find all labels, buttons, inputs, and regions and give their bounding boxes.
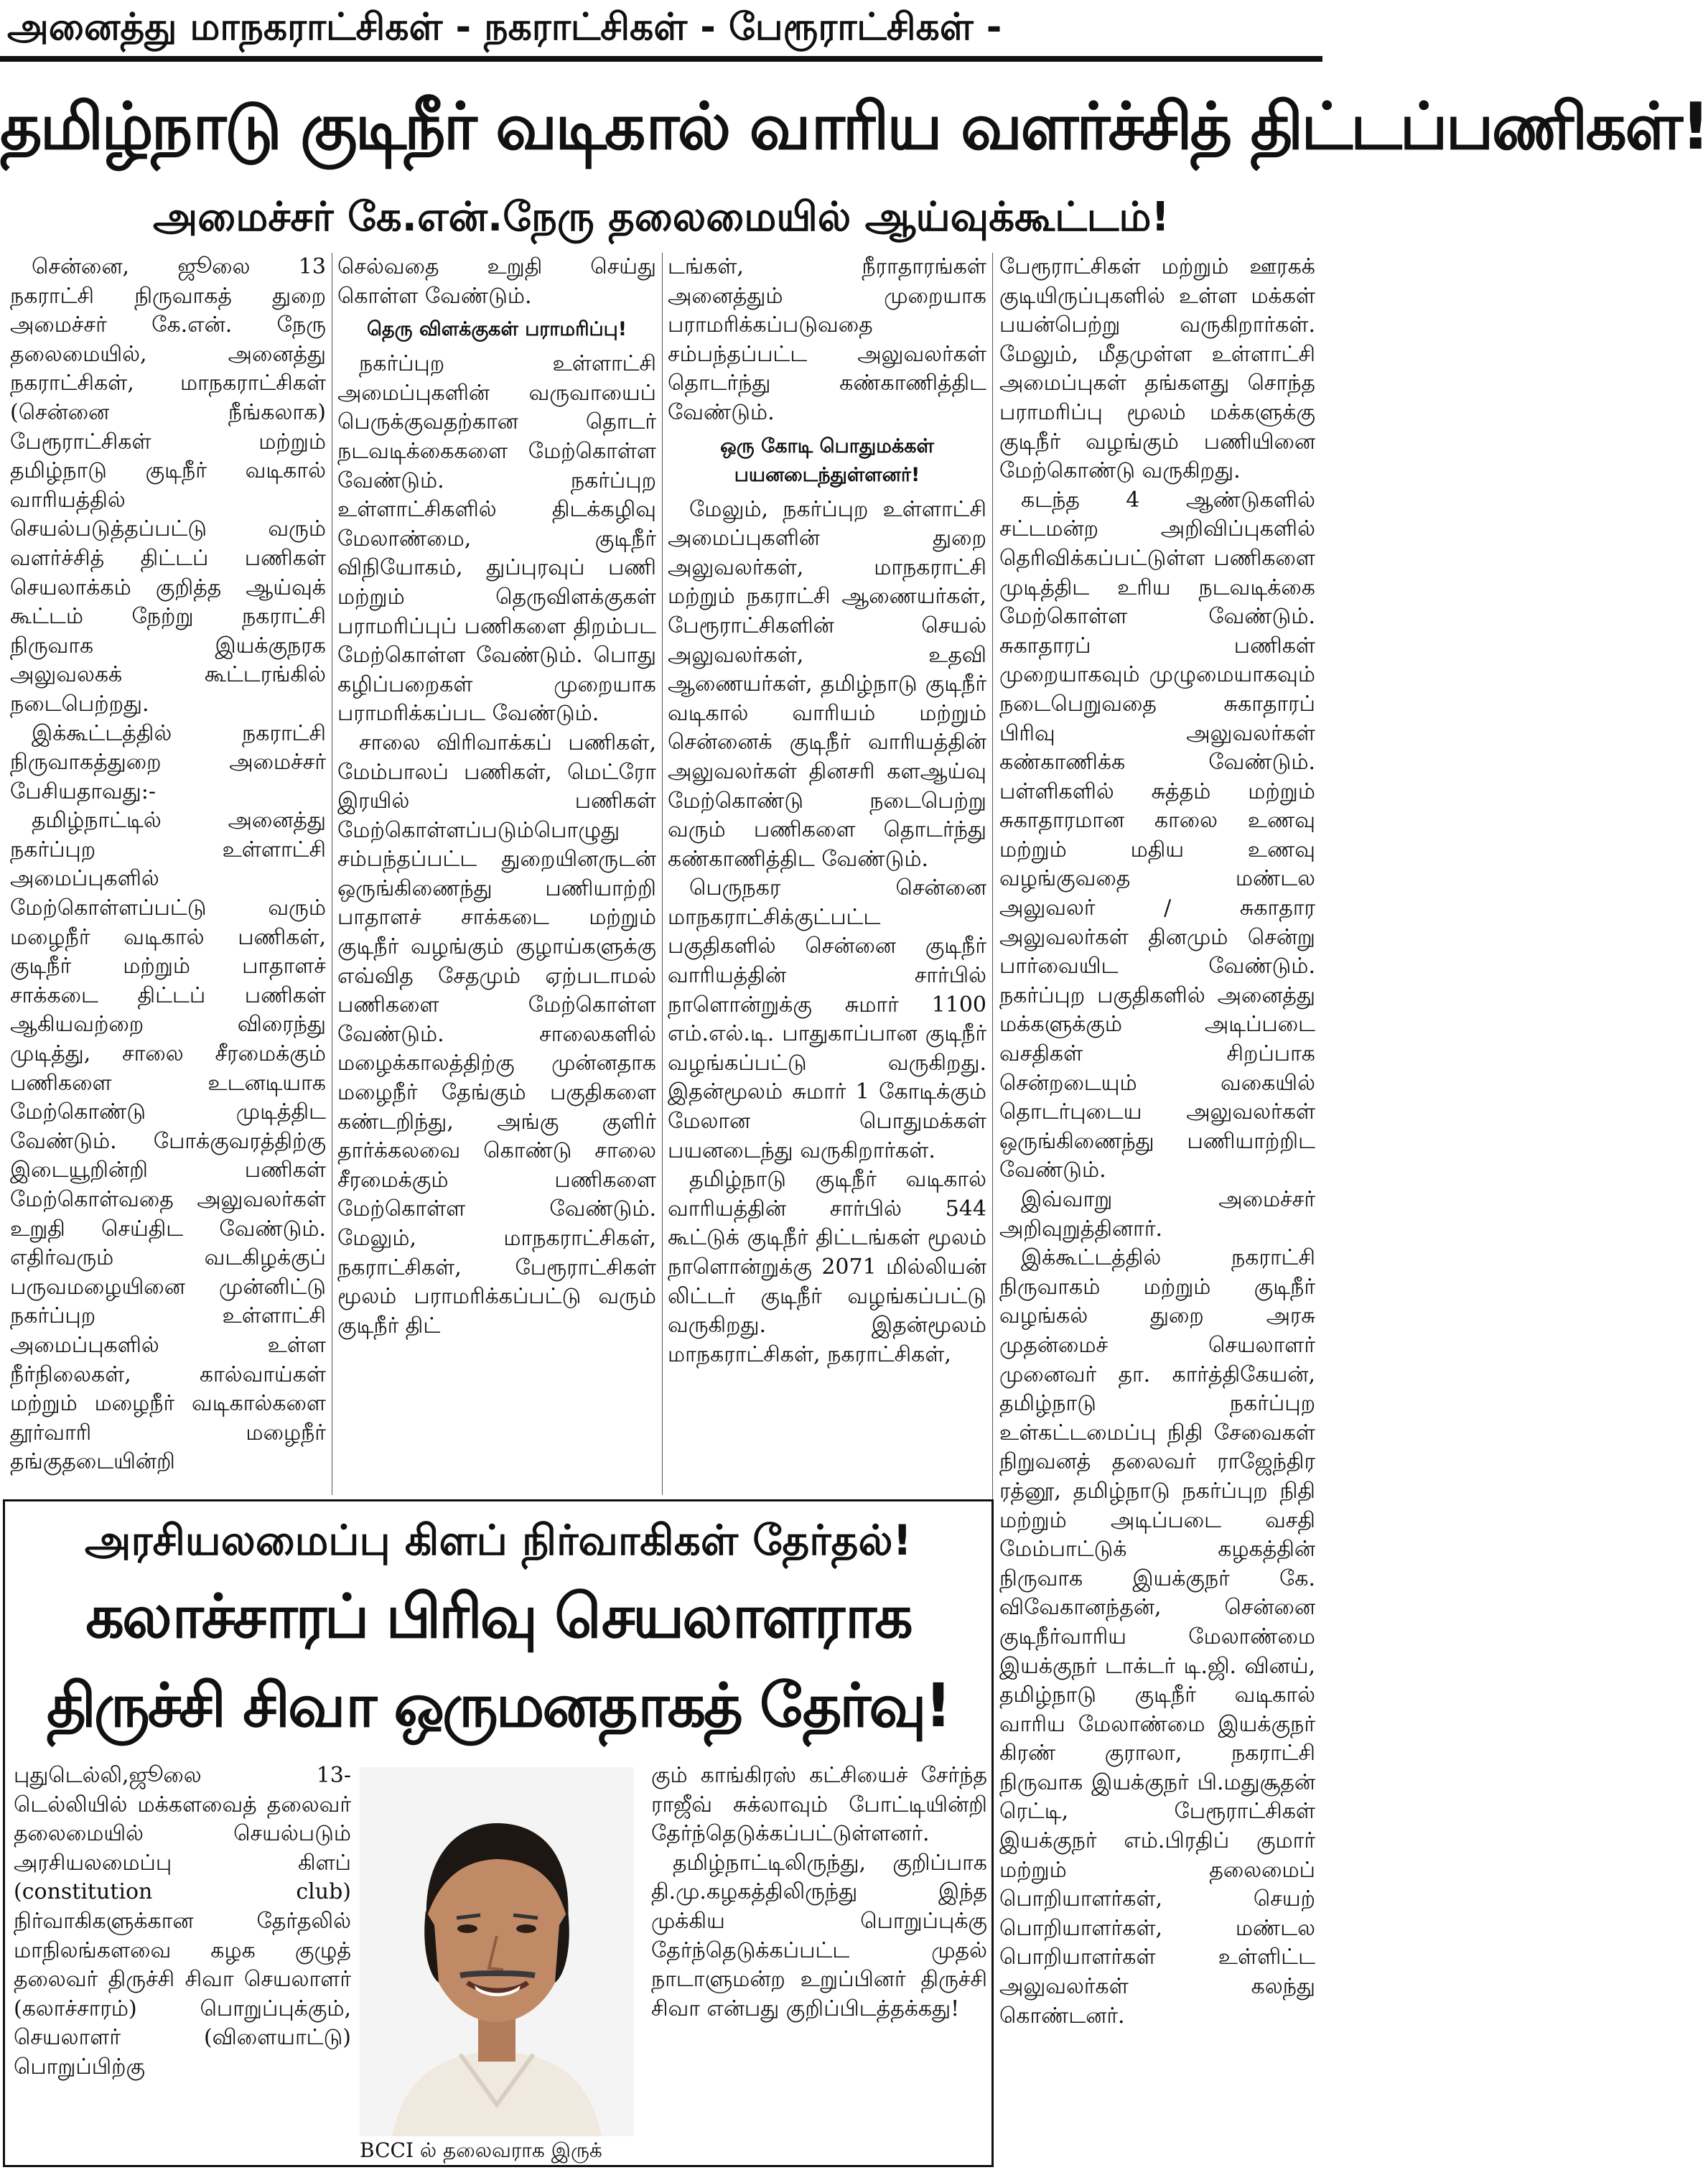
article-paragraph: புதுடெல்லி,ஜூலை 13- டெல்லியில் மக்களவைத் தலைவர் தலைமையில் செயல்படும் அரசியலமைப்பு கிளப் (constitution club) நிர்வாகிகளுக்கான தேர்தலில் மாநிலங்களவை கழக குழுத் தலைவர் திருச்சி சிவா செயலாளர் (கலாச்சாரம்) பொறுப்புக்கும், செயலாளர் (விளையாட்டு) பொறுப்பிற்கு — [14, 1763, 351, 2080]
article-column-3 — [668, 253, 986, 1495]
article-column-1 — [10, 253, 326, 1495]
portrait-photo — [360, 1767, 634, 2162]
boxed-story-headline-line-1: கலாச்சாரப் பிரிவு செயலாளராக — [85, 1581, 911, 1652]
kicker-rule — [0, 56, 1322, 62]
boxed-story — [3, 1499, 994, 2167]
boxed-story-kicker: அரசியலமைப்பு கிளப் நிர்வாகிகள் தேர்தல்! — [85, 1516, 912, 1565]
article-paragraph: செல்வதை உறுதி செய்து கொள்ள வேண்டும். — [337, 254, 656, 309]
article-paragraph: கடந்த 4 ஆண்டுகளில் சட்டமன்ற அறிவிப்புகளில் தெரிவிக்கப்பட்டுள்ள பணிகளை முடித்திட உரிய நடவடிக்கை மேற்கொள்ள வேண்டும். சுகாதாரப் பணிகள் முறையாகவும் முழுமையாகவும் நடைபெறுவதை சுகாதாரப் பிரிவு அலுவலர்கள் கண்காணிக்க வேண்டும். பள்ளிகளில் சுத்தம் மற்றும் சுகாதாரமான காலை உணவு மற்றும் மதிய உணவு வழங்குவதை மண்டல அலுவலர் / சுகாதார அலுவலர்கள் தினமும் சென்று பார்வையிட வேண்டும். நகர்ப்புற பகுதிகளில் அனைத்து மக்களுக்கும் அடிப்படை வசதிகள் சிறப்பாக சென்றடையும் வகையில் தொடர்புடைய அலுவலர்கள் ஒருங்கிணைந்து பணியாற்றிட வேண்டும். — [999, 487, 1315, 1183]
boxed-story-headline-line-2: திருச்சி சிவா ஒருமனதாகத் தேர்வு! — [46, 1670, 951, 1741]
article-column-4 — [999, 253, 1315, 2164]
article-paragraph: தமிழ்நாடு குடிநீர் வடிகால் வாரியத்தின் சார்பில் 544 கூட்டுக் குடிநீர் திட்டங்கள் மூலம் நாளொன்றுக்கு 2071 மில்லியன் லிட்டர் குடிநீர் வழங்கப்பட்டு வருகிறது. இதன்மூலம் மாநகராட்சிகள், நகராட்சிகள், — [668, 1167, 986, 1367]
article-paragraph: இக்கூட்டத்தில் நகராட்சி நிருவாகத்துறை அமைச்சர் பேசியதாவது:- — [10, 720, 326, 804]
article-paragraph: டங்கள், நீராதாரங்கள் அனைத்தும் முறையாக பராமரிக்கப்படுவதை சம்பந்தப்பட்ட அலுவலர்கள் தொடர்ந்து கண்காணித்திட வேண்டும். — [668, 254, 986, 425]
article-paragraph: சென்னை, ஜூலை 13 நகராட்சி நிருவாகத் துறை அமைச்சர் கே.என். நேரு தலைமையில், அனைத்து நகராட்சிகள், மாநகராட்சிகள் (சென்னை நீங்கலாக) பேரூராட்சிகள் மற்றும் தமிழ்நாடு குடிநீர் வடிகால் வாரியத்தில் செயல்படுத்தப்பட்டு வரும் வளர்ச்சித் திட்டப் பணிகள் செயலாக்கம் குறித்த ஆய்வுக் கூட்டம் நேற்று நகராட்சி நிருவாக இயக்குநரக அலுவலகக் கூட்டரங்கில் நடைபெற்றது. — [10, 254, 326, 717]
kicker-strap: அனைத்து மாநகராட்சிகள் - நகராட்சிகள் - பேரூராட்சிகள் - — [7, 6, 1002, 49]
section-subheading: ஒரு கோடி பொதுமக்கள் பயனடைந்துள்ளனர்! — [720, 434, 934, 486]
article-paragraph: பெருநகர சென்னை மாநகராட்சிக்குட்பட்ட பகுதிகளில் சென்னை குடிநீர் வாரியத்தின் சார்பில் நாளொன்றுக்கு சுமார் 1100 எம்.எல்.டி. பாதுகாப்பான குடிநீர் வழங்கப்பட்டு வருகிறது. இதன்மூலம் சுமார் 1 கோடிக்கும் மேலான பொதுமக்கள் பயனடைந்து வருகிறார்கள். — [668, 875, 986, 1163]
article-paragraph: கும் காங்கிரஸ் கட்சியைச் சேர்ந்த ராஜீவ் சுக்லாவும் போட்டியின்றி தேர்ந்தெடுக்கப்பட்டுள்ளனர். — [651, 1763, 987, 1847]
section-subheading: தெரு விளக்குகள் பராமரிப்பு! — [366, 318, 627, 341]
photo-caption: BCCI ல் தலைவராக இருக் — [360, 2136, 634, 2165]
main-subheadline: அமைச்சர் கே.என்.நேரு தலைமையில் ஆய்வுக்கூட்டம்! — [153, 194, 1170, 241]
column-divider — [662, 253, 663, 1495]
boxed-story-column-3 — [651, 1761, 987, 2164]
main-headline: தமிழ்நாடு குடிநீர் வடிகால் வாரிய வளர்ச்சித் திட்டப்பணிகள்! — [0, 89, 1708, 164]
article-paragraph: தமிழ்நாட்டில் அனைத்து நகர்ப்புற உள்ளாட்சி அமைப்புகளில் மேற்கொள்ளப்பட்டு வரும் மழைநீர் வடிகால் பணிகள், குடிநீர் மற்றும் பாதாளச் சாக்கடை திட்டப் பணிகள் ஆகியவற்றை விரைந்து முடித்து, சாலை சீரமைக்கும் பணிகளை உடனடியாக மேற்கொண்டு முடித்திட வேண்டும். போக்குவரத்திற்கு இடையூறின்றி பணிகள் மேற்கொள்வதை அலுவலர்கள் உறுதி செய்திட வேண்டும். எதிர்வரும் வடகிழக்குப் பருவமழையினை முன்னிட்டு நகர்ப்புற உள்ளாட்சி அமைப்புகளில் உள்ள நீர்நிலைகள், கால்வாய்கள் மற்றும் மழைநீர் வடிகால்களை தூர்வாரி மழைநீர் தங்குதடையின்றி — [10, 808, 326, 1475]
article-paragraph: சாலை விரிவாக்கப் பணிகள், மேம்பாலப் பணிகள், மெட்ரோ இரயில் பணிகள் மேற்கொள்ளப்படும்பொழுது சம்பந்தப்பட்ட துறையினருடன் ஒருங்கிணைந்து பணியாற்றி பாதாளச் சாக்கடை மற்றும் குடிநீர் வழங்கும் குழாய்களுக்கு எவ்வித சேதமும் ஏற்படாமல் பணிகளை மேற்கொள்ள வேண்டும். சாலைகளில் மழைக்காலத்திற்கு முன்னதாக மழைநீர் தேங்கும் பகுதிகளை கண்டறிந்து, அங்கு குளிர் தார்க்கலவை கொண்டு சாலை சீரமைக்கும் பணிகளை மேற்கொள்ள வேண்டும். மேலும், மாநகராட்சிகள், நகராட்சிகள், பேரூராட்சிகள் மூலம் பராமரிக்கப்பட்டு வரும் குடிநீர் திட் — [337, 730, 656, 1338]
article-paragraph: நகர்ப்புற உள்ளாட்சி அமைப்புகளின் வருவாயைப் பெருக்குவதற்கான தொடர் நடவடிக்கைகளை மேற்கொள்ள வேண்டும். நகர்ப்புற உள்ளாட்சிகளில் திடக்கழிவு மேலாண்மை, குடிநீர் விநியோகம், துப்புரவுப் பணி மற்றும் தெருவிளக்குகள் பராமரிப்புப் பணிகளை திறம்பட மேற்கொள்ள வேண்டும். பொது கழிப்பறைகள் முறையாக பராமரிக்கப்பட வேண்டும். — [337, 351, 656, 727]
article-paragraph: இக்கூட்டத்தில் நகராட்சி நிருவாகம் மற்றும் குடிநீர் வழங்கல் துறை அரசு முதன்மைச் செயலாளர் முனைவர் தா. கார்த்திகேயன், தமிழ்நாடு நகர்ப்புற உள்கட்டமைப்பு நிதி சேவைகள் நிறுவனத் தலைவர் ராஜேந்திர ரத்னூ, தமிழ்நாடு நகர்ப்புற நிதி மற்றும் அடிப்படை வசதி மேம்பாட்டுக் கழகத்தின் நிருவாக இயக்குநர் கே. விவேகானந்தன், சென்னை குடிநீர்வாரிய மேலாண்மை இயக்குநர் டாக்டர் டி.ஜி. வினய், தமிழ்நாடு குடிநீர் வடிகால் வாரிய மேலாண்மை இயக்குநர் கிரண் குராலா, நகராட்சி நிருவாக இயக்குநர் பி.மதுசூதன் ரெட்டி, பேரூராட்சிகள் இயக்குநர் எம்.பிரதிப் குமார் மற்றும் தலைமைப் பொறியாளர்கள், செயற் பொறியாளர்கள், மண்டல பொறியாளர்கள் உள்ளிட்ட அலுவலர்கள் கலந்து கொண்டனர். — [999, 1245, 1315, 2029]
article-paragraph: தமிழ்நாட்டிலிருந்து, குறிப்பாக தி.மு.கழகத்திலிருந்து இந்த முக்கிய பொறுப்புக்கு தேர்ந்தெடுக்கப்பட்ட முதல் நாடாளுமன்ற உறுப்பினர் திருச்சி சிவா என்பது குறிப்பிடத்தக்கது! — [651, 1850, 987, 2021]
portrait-illustration — [360, 1767, 634, 2162]
article-paragraph: இவ்வாறு அமைச்சர் அறிவுறுத்தினார். — [999, 1187, 1315, 1242]
article-paragraph: மேலும், நகர்ப்புற உள்ளாட்சி அமைப்புகளின் துறை அலுவலர்கள், மாநகராட்சி மற்றும் நகராட்சி ஆணையர்கள், பேரூராட்சிகளின் செயல் அலுவலர்கள், உதவி ஆணையர்கள், தமிழ்நாடு குடிநீர் வடிகால் வாரியம் மற்றும் சென்னைக் குடிநீர் வாரியத்தின் அலுவலர்கள் தினசரி களஆய்வு மேற்கொண்டு நடைபெற்று வரும் பணிகளை தொடர்ந்து கண்காணித்திட வேண்டும். — [668, 496, 986, 872]
boxed-story-column-1 — [14, 1761, 351, 2164]
article-column-2 — [337, 253, 656, 1495]
article-paragraph: பேரூராட்சிகள் மற்றும் ஊரகக் குடியிருப்புகளில் உள்ள மக்கள் பயன்பெற்று வருகிறார்கள். மேலும், மீதமுள்ள உள்ளாட்சி அமைப்புகள் தங்களது சொந்த பராமரிப்பு மூலம் மக்களுக்கு குடிநீர் வழங்கும் பணியினை மேற்கொண்டு வருகிறது. — [999, 254, 1315, 484]
